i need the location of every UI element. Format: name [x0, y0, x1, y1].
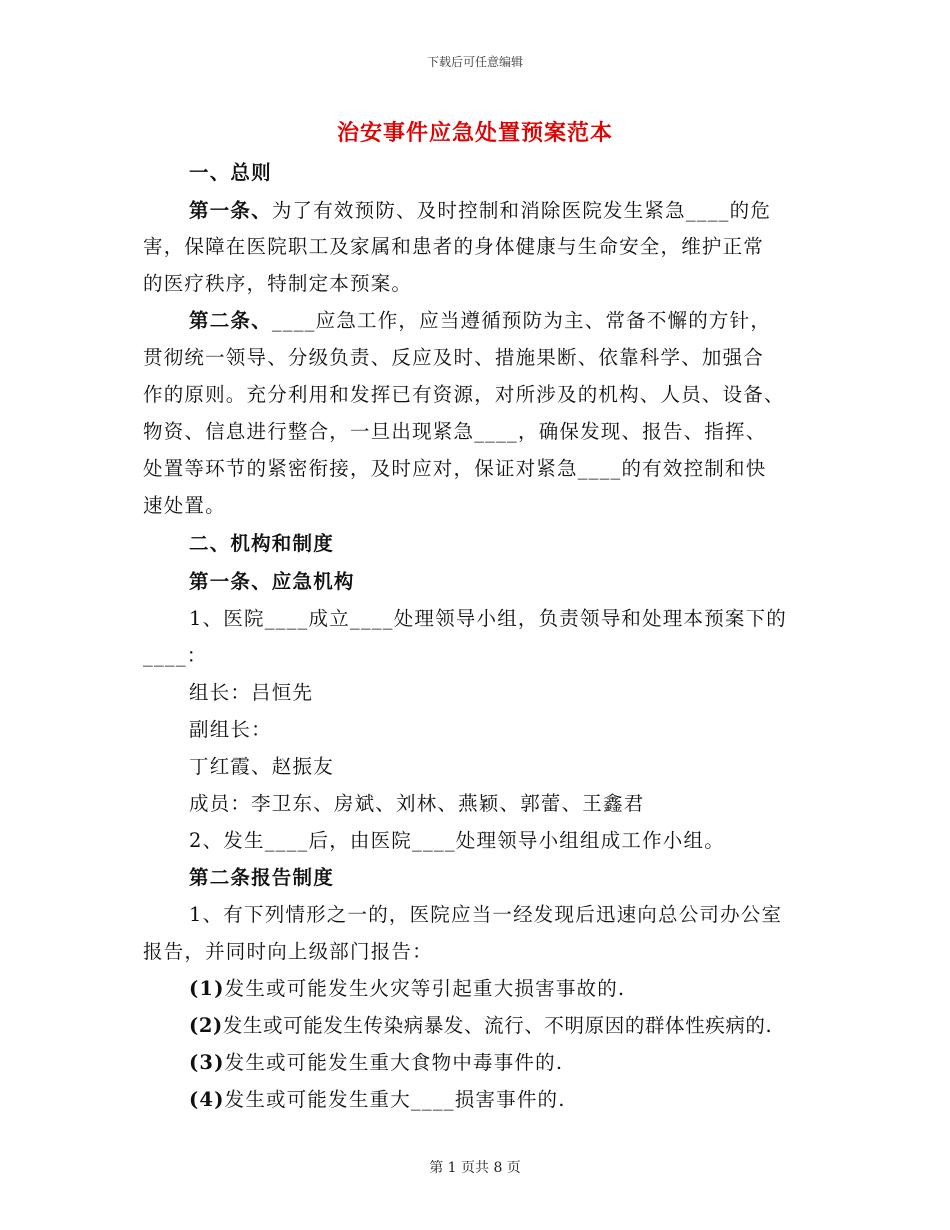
report-case-3 [189, 1047, 563, 1075]
article-report-heading: 第二条报告制度 [189, 866, 334, 889]
article-1-text-1: 为了有效预防、及时控制和消除医院发生紧急____的危 [271, 199, 772, 222]
report-case-1 [189, 973, 625, 1001]
article-2-line-4: 物资、信息进行整合，一旦出现紧急____，确保发现、报告、指挥、 [143, 420, 767, 443]
vice-leaders: 丁红霞、赵振友 [189, 755, 334, 778]
report-line-1: 1、有下列情形之一的，医院应当一经发现后迅速向总公司办公室 [189, 903, 783, 926]
vice-leader-label: 副组长： [189, 718, 272, 741]
report-case-4 [189, 1084, 566, 1112]
report-line-2: 报告，并同时向上级部门报告： [143, 940, 433, 963]
case-3-number: (3) [189, 1051, 225, 1074]
page-number-footer: 第 1 页共 8 页 [429, 1160, 521, 1176]
article-2-line-1 [189, 305, 771, 333]
org-item-2: 2、发生____后，由医院____处理领导小组组成工作小组。 [189, 829, 725, 852]
article-2-label: 第二条、 [189, 309, 272, 332]
case-3-text: 发生或可能发生重大食物中毒事件的. [224, 1051, 564, 1074]
case-2-number: (2) [189, 1014, 223, 1037]
article-2-line-2: 贯彻统一领导、分级负责、反应及时、措施果断、依靠科学、加强合 [143, 346, 765, 369]
org-item-1-line-1: 1、医院____成立____处理领导小组，负责领导和处理本预案下的 [189, 607, 788, 630]
article-2-line-6: 速处置。 [143, 494, 226, 517]
article-1-line-3: 的医疗秩序，特制定本预案。 [143, 272, 413, 295]
case-1-number: (1) [189, 977, 225, 1000]
section-heading-organization: 二、机构和制度 [189, 532, 334, 555]
article-2-line-5: 处置等环节的紧密衔接，及时应对，保证对紧急____的有效控制和快 [143, 457, 767, 480]
header-note: 下载后可任意编辑 [426, 55, 523, 69]
article-1-label: 第一条、 [189, 199, 272, 222]
group-leader: 组长：吕恒先 [189, 681, 314, 704]
section-heading-general: 一、总则 [189, 161, 272, 184]
org-item-1-line-2: ____： [143, 644, 208, 667]
case-2-text: 发生或可能发生传染病暴发、流行、不明原因的群体性疾病的. [222, 1014, 773, 1037]
case-4-number: (4) [189, 1088, 225, 1111]
case-1-text: 发生或可能发生火灾等引起重大损害事故的. [224, 977, 626, 1000]
report-case-2 [189, 1010, 772, 1038]
article-emergency-org-heading: 第一条、应急机构 [189, 570, 355, 593]
article-1-line-2: 害，保障在医院职工及家属和患者的身体健康与生命安全，维护正常 [143, 235, 765, 258]
article-2-text-1: ____应急工作，应当遵循预防为主、常备不懈的方针， [271, 309, 772, 332]
document-title: 治安事件应急处置预案范本 [336, 120, 613, 146]
case-4-text: 发生或可能发生重大____损害事件的. [224, 1088, 566, 1111]
group-members: 成员：李卫东、房斌、刘林、燕颖、郭蕾、王鑫君 [189, 792, 645, 815]
article-2-line-3: 作的原则。充分利用和发挥已有资源，对所涉及的机构、人员、设备、 [143, 383, 785, 406]
article-1-line-1 [189, 195, 771, 223]
